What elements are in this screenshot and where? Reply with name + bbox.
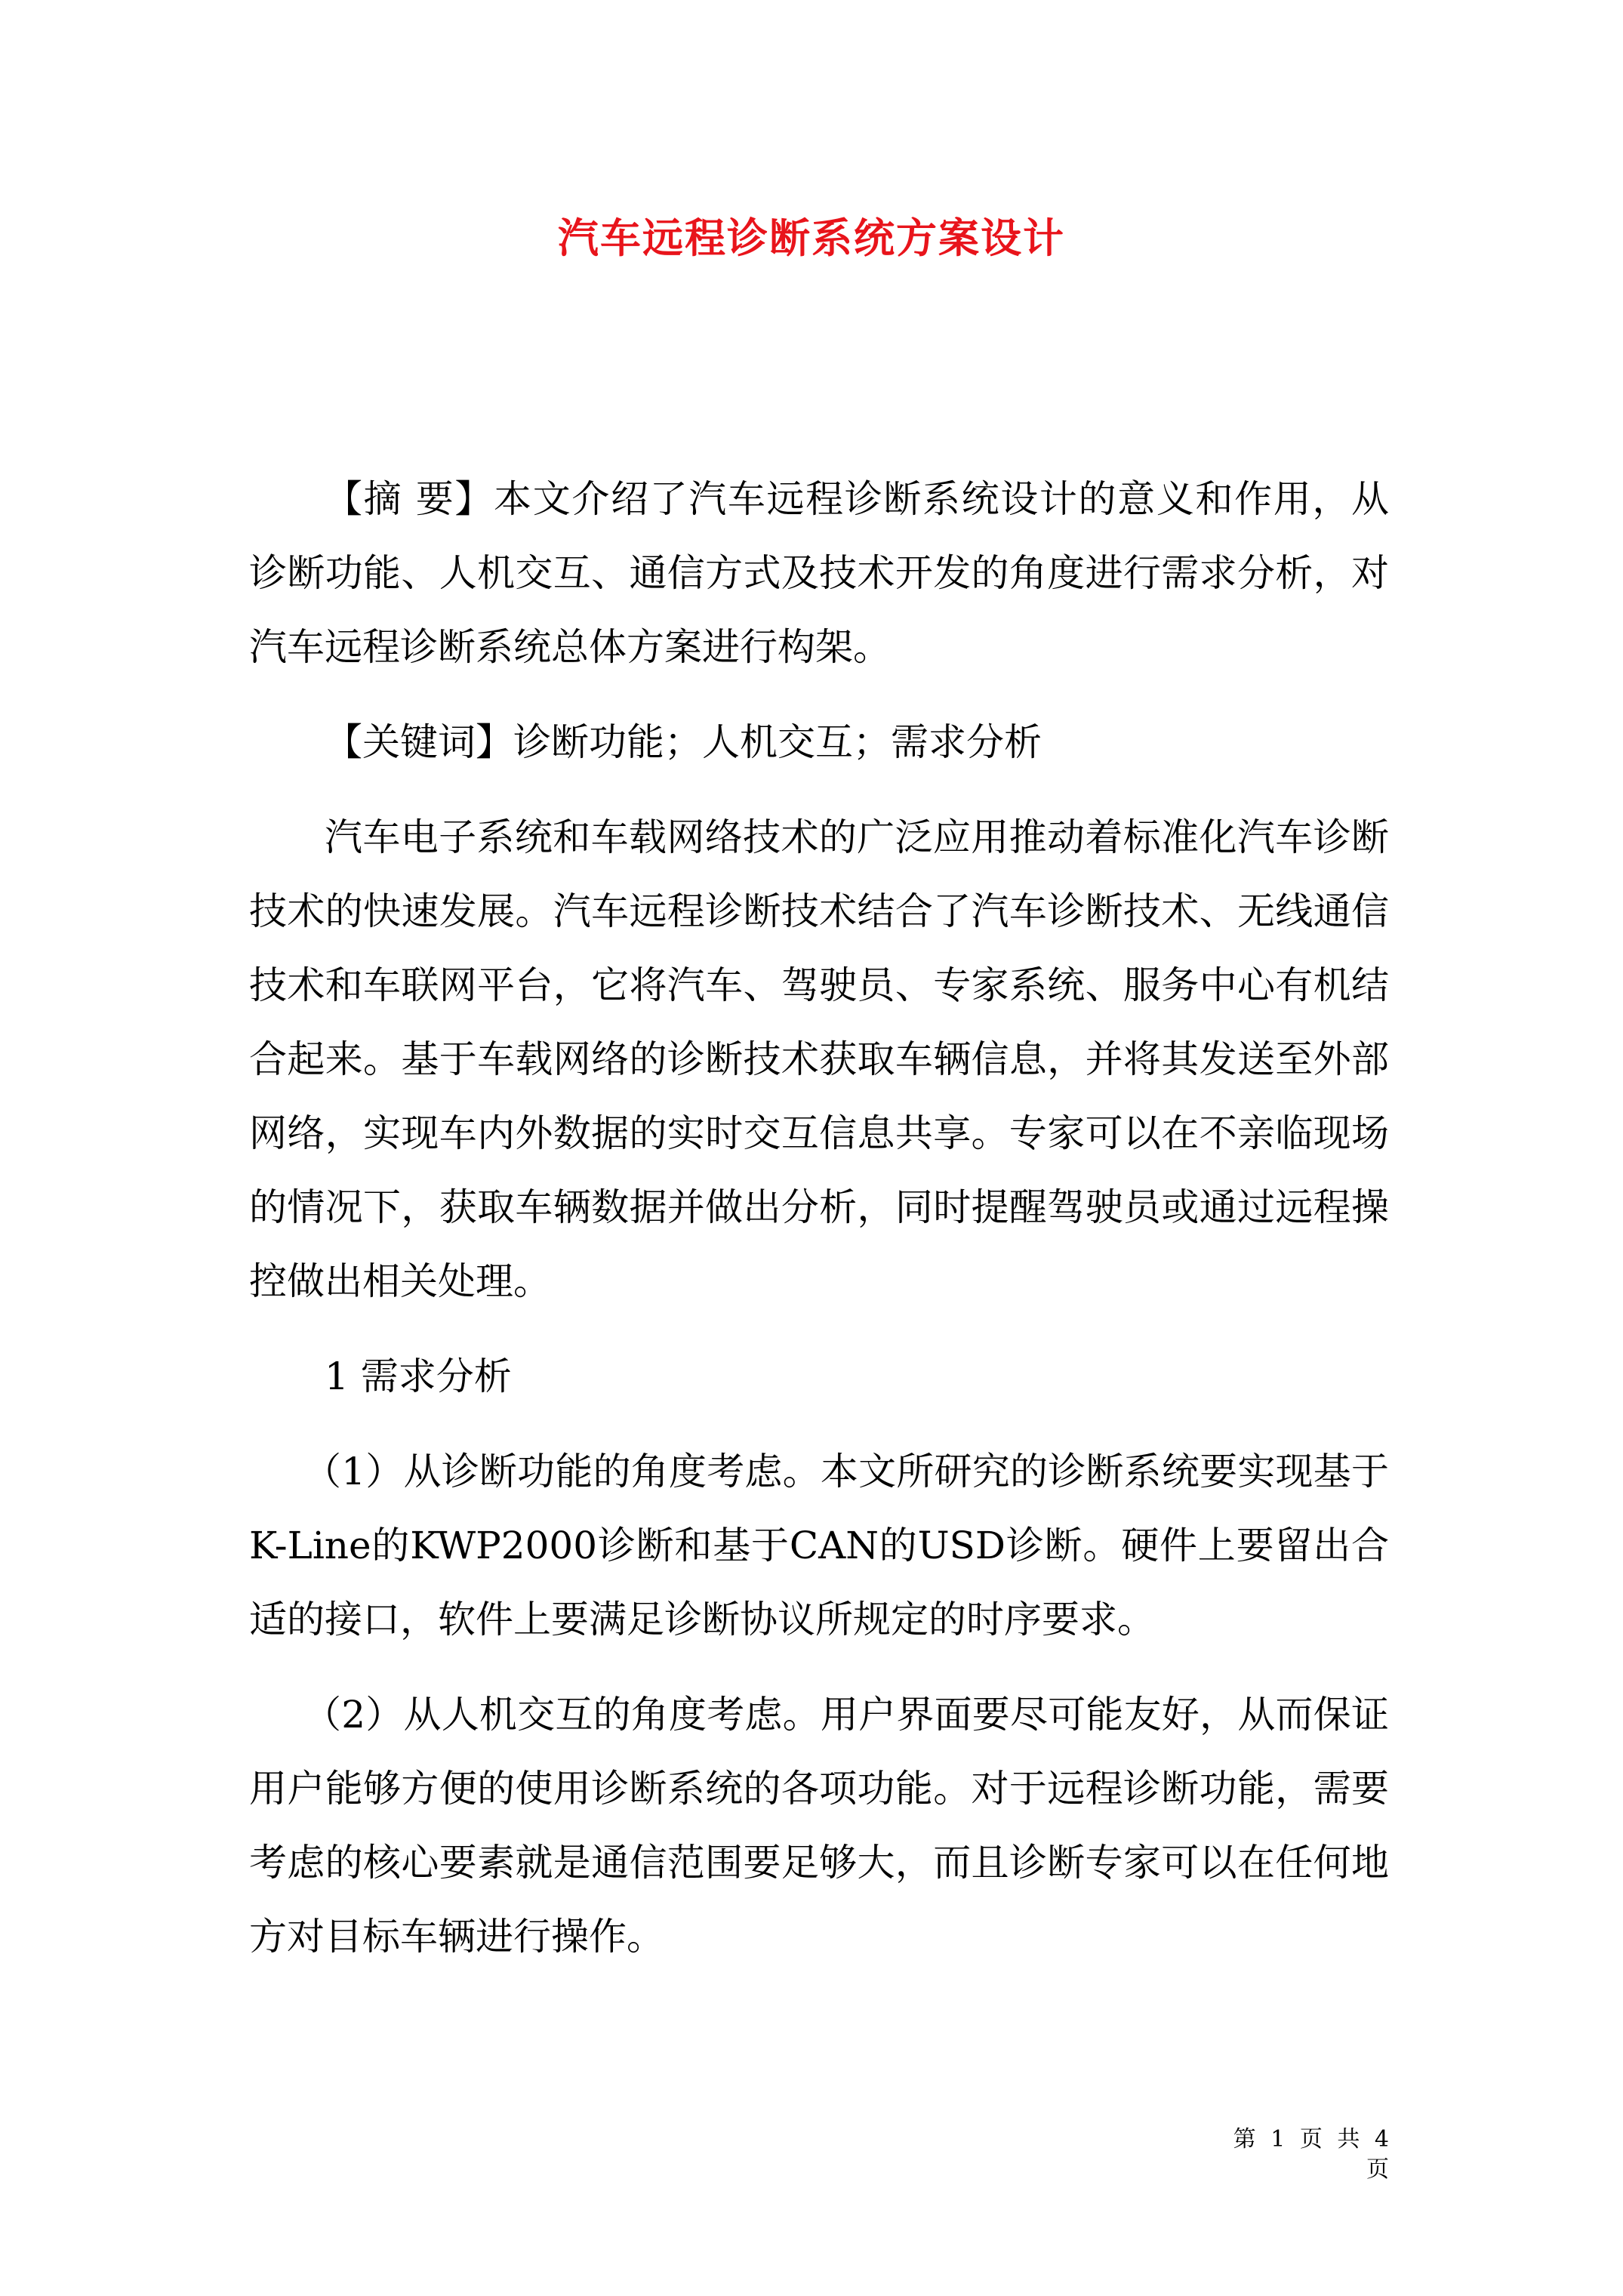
requirement-item-1: （1）从诊断功能的角度考虑。本文所研究的诊断系统要实现基于K-Line的KWP2000诊断和基于CAN的USD诊断。硬件上要留出合适的接口，软件上要满足诊断协议所规定的时序要求。 <box>249 1450 1389 1641</box>
page-number-footer: 第 1 页 共 4 页 <box>1233 2126 1389 2183</box>
document-body <box>249 462 1389 1995</box>
abstract-paragraph: 【摘 要】本文介绍了汽车远程诊断系统设计的意义和作用，从诊断功能、人机交互、通信方式及技术开发的角度进行需求分析，对汽车远程诊断系统总体方案进行构架。 <box>249 477 1389 669</box>
section-heading: 1 需求分析 <box>325 1354 512 1398</box>
document-title: 汽车远程诊断系统方案设计 <box>558 214 1065 262</box>
keywords-paragraph: 【关键词】诊断功能；人机交互；需求分析 <box>325 720 1042 764</box>
intro-paragraph: 汽车电子系统和车载网络技术的广泛应用推动着标准化汽车诊断技术的快速发展。汽车远程诊断技术结合了汽车诊断技术、无线通信技术和车联网平台，它将汽车、驾驶员、专家系统、服务中心有机结合起来。基于车载网络的诊断技术获取车辆信息，并将其发送至外部网络，实现车内外数据的实时交互信息共享。专家可以在不亲临现场的情况下，获取车辆数据并做出分析，同时提醒驾驶员或通过远程操控做出相关处理。 <box>249 815 1389 1303</box>
requirement-item-2: （2）从人机交互的角度考虑。用户界面要尽可能友好，从而保证用户能够方便的使用诊断系统的各项功能。对于远程诊断功能，需要考虑的核心要素就是通信范围要足够大，而且诊断专家可以在任何地方对目标车辆进行操作。 <box>249 1693 1389 1959</box>
